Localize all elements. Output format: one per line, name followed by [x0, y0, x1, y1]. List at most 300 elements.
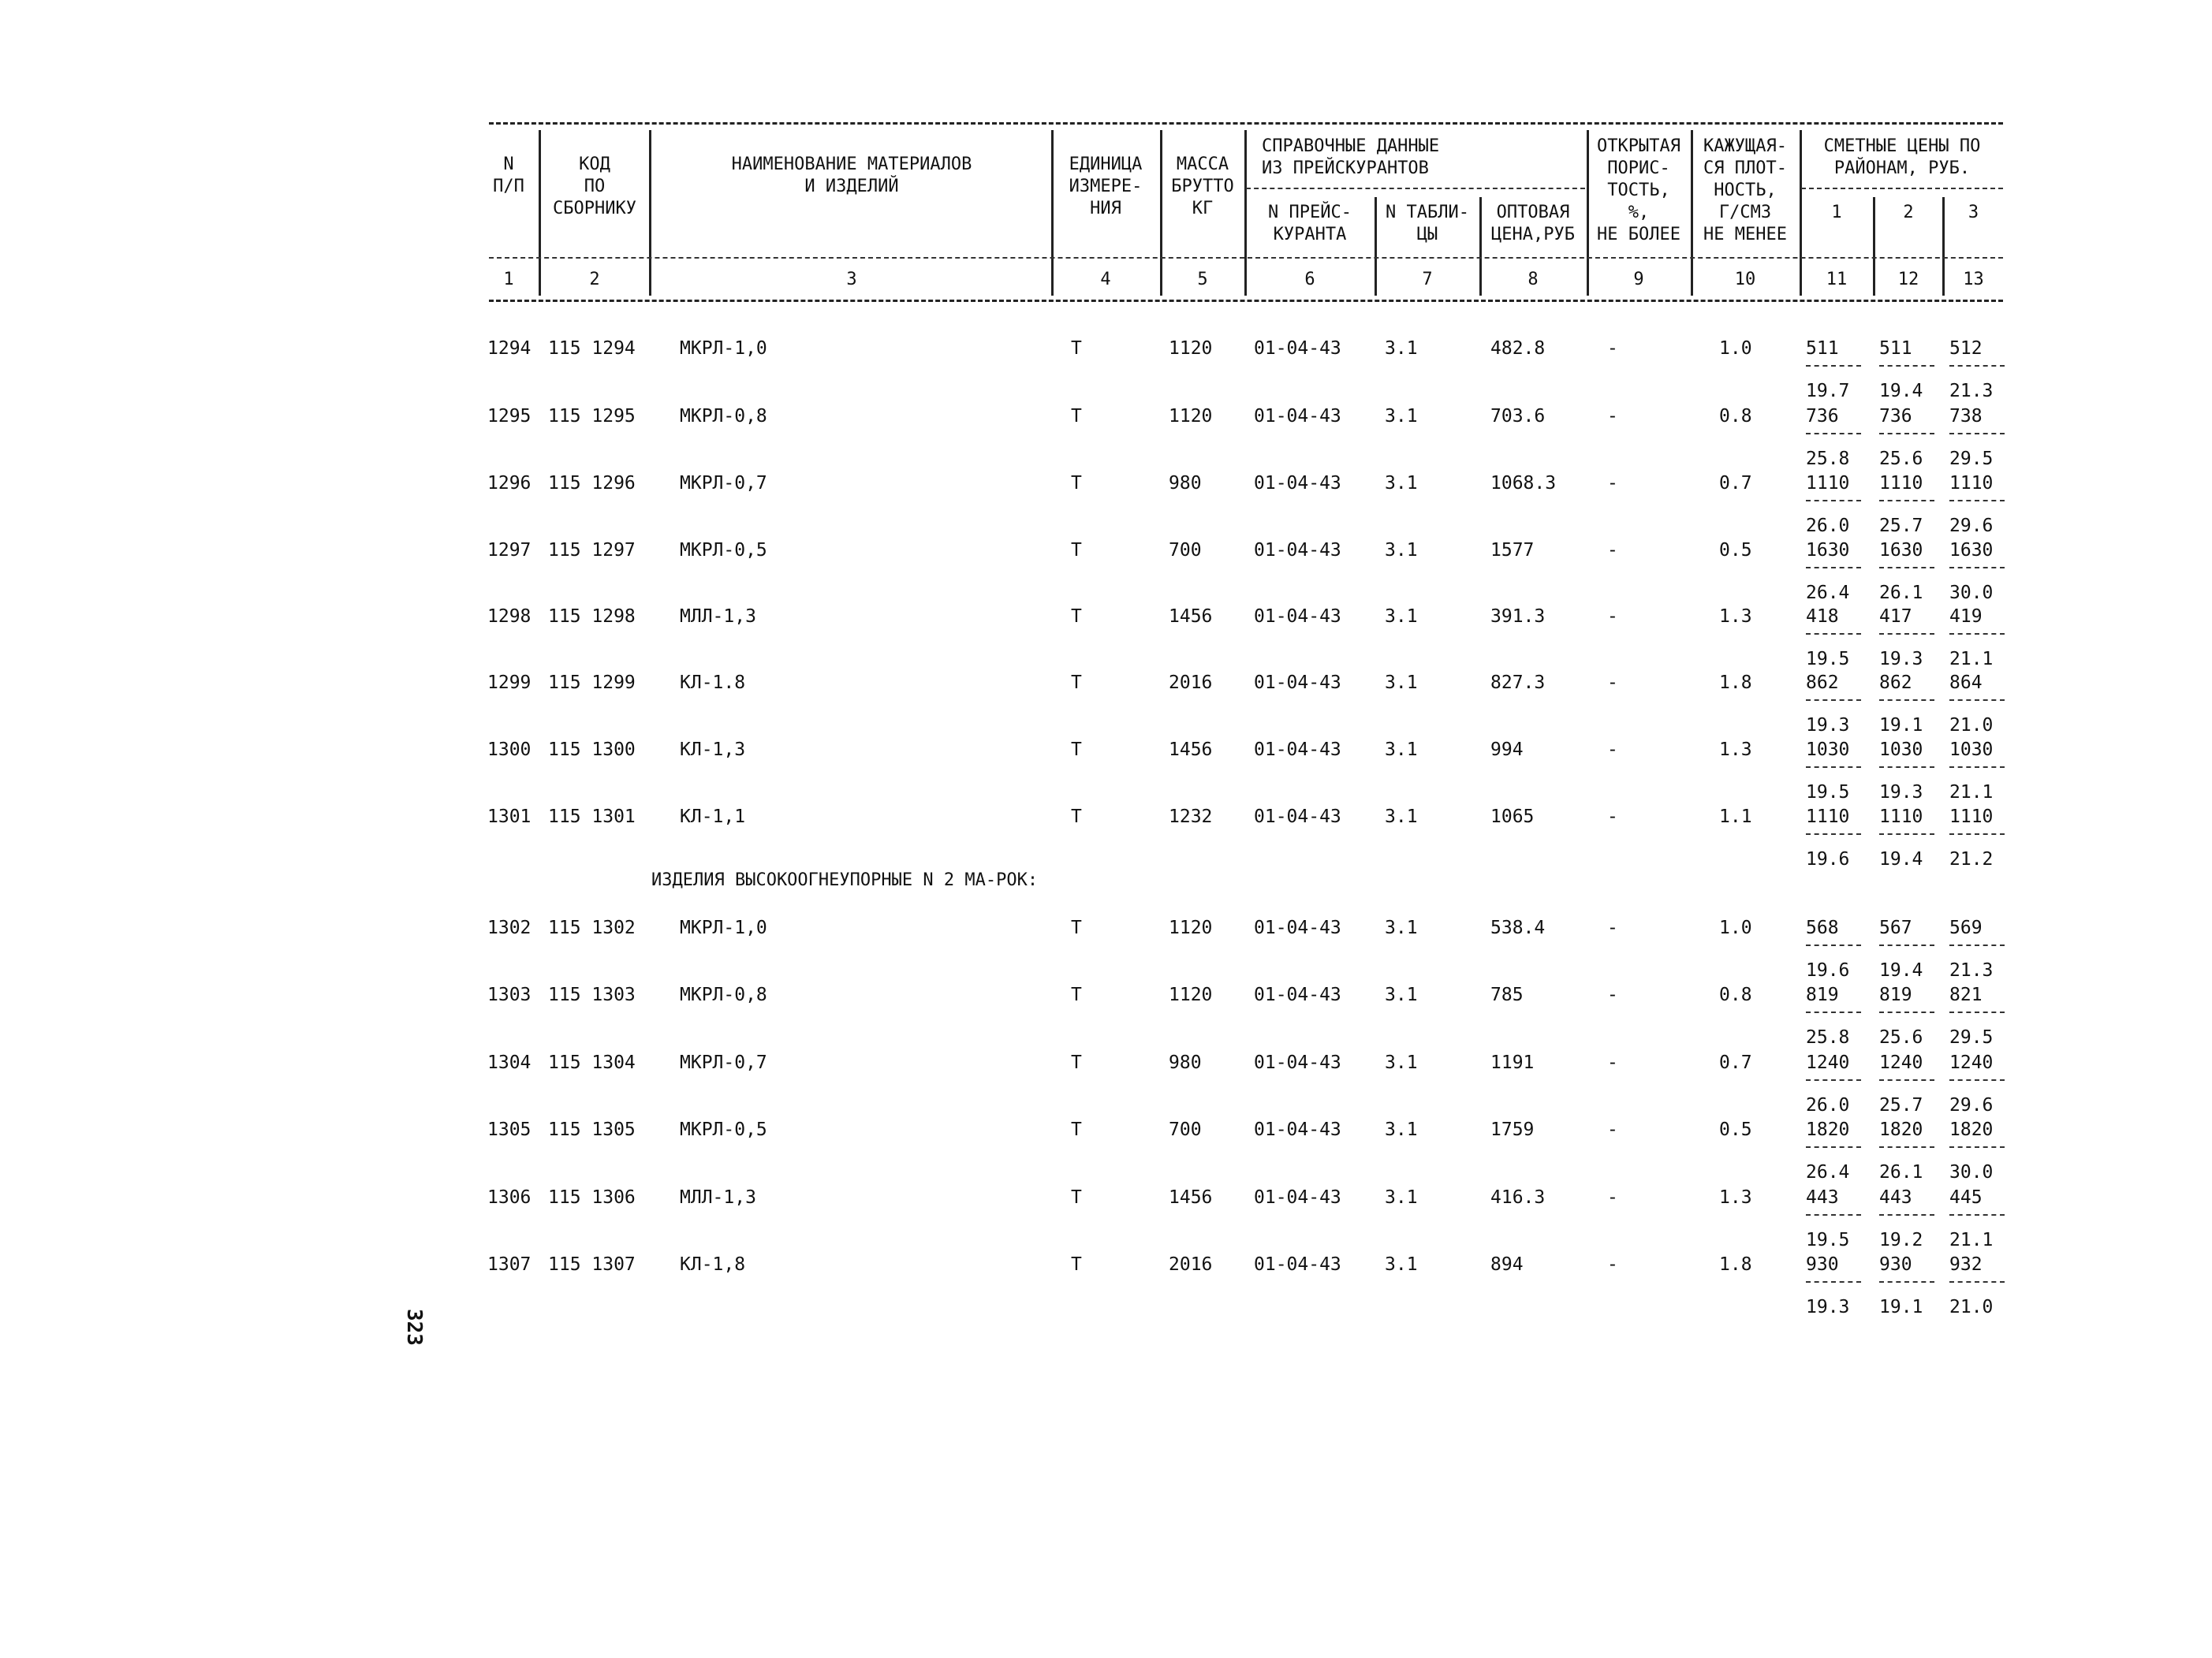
row-region-price-3: 1110	[1949, 473, 1994, 494]
row-region-subvalue-1: 19.5	[1806, 782, 1850, 803]
row-number: 1299	[487, 673, 532, 693]
row-number: 1302	[487, 918, 532, 938]
row-porosity: -	[1607, 1120, 1618, 1140]
fraction-divider	[1879, 1281, 1934, 1283]
row-region-price-2: 1110	[1879, 473, 1923, 494]
table-row	[0, 471, 2212, 536]
row-region-price-1: 1240	[1806, 1053, 1850, 1073]
fraction-divider	[1949, 567, 2005, 568]
row-mass: 700	[1169, 1120, 1202, 1140]
row-region-price-1: 511	[1806, 338, 1839, 359]
header-col4: ЕДИНИЦА ИЗМЕРЕ- НИЯ	[1069, 155, 1143, 218]
row-porosity: -	[1607, 1187, 1618, 1208]
fraction-divider	[1949, 833, 2005, 835]
header-group-prices: СМЕТНЫЕ ЦЕНЫ ПО РАЙОНАМ, РУБ.	[1823, 136, 1981, 178]
column-number: 9	[1633, 270, 1644, 289]
fraction-divider	[1806, 1012, 1861, 1013]
row-region-price-2: 736	[1879, 406, 1912, 427]
row-unit: Т	[1071, 606, 1082, 627]
row-pricelist: 01-04-43	[1254, 807, 1341, 827]
fraction-divider	[1949, 433, 2005, 434]
table-row	[0, 1118, 2212, 1183]
row-name: МКРЛ-0,8	[680, 985, 767, 1005]
row-region-subvalue-2: 26.1	[1879, 583, 1923, 603]
row-name: МЛЛ-1,3	[680, 606, 756, 627]
row-code: 115 1298	[548, 606, 636, 627]
row-table: 3.1	[1385, 740, 1418, 760]
row-table: 3.1	[1385, 1120, 1418, 1140]
row-region-subvalue-3: 29.6	[1949, 1095, 1994, 1116]
row-pricelist: 01-04-43	[1254, 918, 1341, 938]
row-region-subvalue-3: 30.0	[1949, 1162, 1994, 1183]
fraction-divider	[1879, 1146, 1934, 1148]
row-region-price-2: 819	[1879, 985, 1912, 1005]
row-region-price-1: 736	[1806, 406, 1839, 427]
row-porosity: -	[1607, 807, 1618, 827]
row-region-price-3: 1240	[1949, 1053, 1994, 1073]
row-porosity: -	[1607, 406, 1618, 427]
row-region-subvalue-2: 25.6	[1879, 1027, 1923, 1048]
row-region-subvalue-1: 19.5	[1806, 1230, 1850, 1250]
row-wholesale-price: 538.4	[1490, 918, 1546, 938]
row-code: 115 1295	[548, 406, 636, 427]
table-row	[0, 916, 2212, 981]
row-pricelist: 01-04-43	[1254, 740, 1341, 760]
row-region-price-1: 443	[1806, 1187, 1839, 1208]
row-mass: 1456	[1169, 740, 1213, 760]
fraction-divider	[1879, 567, 1934, 568]
row-region-subvalue-1: 26.4	[1806, 583, 1850, 603]
row-name: МКРЛ-0,8	[680, 406, 767, 427]
row-unit: Т	[1071, 1120, 1082, 1140]
header-col1: N П/П	[493, 155, 524, 196]
header-region-3: 3	[1968, 203, 1979, 222]
row-region-price-1: 862	[1806, 673, 1839, 693]
table-row	[0, 738, 2212, 803]
row-region-price-1: 819	[1806, 985, 1839, 1005]
row-region-price-3: 864	[1949, 673, 1983, 693]
row-porosity: -	[1607, 740, 1618, 760]
row-mass: 1456	[1169, 1187, 1213, 1208]
table-row	[0, 983, 2212, 1048]
row-number: 1300	[487, 740, 532, 760]
row-wholesale-price: 1065	[1490, 807, 1535, 827]
row-table: 3.1	[1385, 1254, 1418, 1275]
row-wholesale-price: 827.3	[1490, 673, 1546, 693]
header-col6: N ПРЕЙС- КУРАНТА	[1268, 203, 1352, 244]
row-region-subvalue-3: 21.1	[1949, 649, 1994, 669]
row-pricelist: 01-04-43	[1254, 985, 1341, 1005]
row-region-price-1: 1630	[1806, 540, 1850, 561]
fraction-divider	[1879, 833, 1934, 835]
row-wholesale-price: 1759	[1490, 1120, 1535, 1140]
row-table: 3.1	[1385, 606, 1418, 627]
table-row	[0, 605, 2212, 669]
row-region-subvalue-3: 21.0	[1949, 1297, 1994, 1317]
row-wholesale-price: 894	[1490, 1254, 1524, 1275]
row-region-price-1: 418	[1806, 606, 1839, 627]
row-code: 115 1302	[548, 918, 636, 938]
row-porosity: -	[1607, 540, 1618, 561]
fraction-divider	[1806, 433, 1861, 434]
row-unit: Т	[1071, 338, 1082, 359]
row-mass: 700	[1169, 540, 1202, 561]
row-mass: 2016	[1169, 673, 1213, 693]
header-divider	[649, 130, 651, 296]
row-pricelist: 01-04-43	[1254, 540, 1341, 561]
table-row	[0, 538, 2212, 603]
row-density: 0.7	[1719, 1053, 1752, 1073]
column-number: 11	[1826, 270, 1848, 289]
row-region-subvalue-2: 26.1	[1879, 1162, 1923, 1183]
row-name: МКРЛ-1,0	[680, 918, 767, 938]
row-region-subvalue-3: 21.0	[1949, 715, 1994, 736]
row-region-subvalue-1: 26.4	[1806, 1162, 1850, 1183]
row-mass: 2016	[1169, 1254, 1213, 1275]
row-porosity: -	[1607, 606, 1618, 627]
row-table: 3.1	[1385, 985, 1418, 1005]
row-region-subvalue-3: 29.5	[1949, 1027, 1994, 1048]
row-name: МКРЛ-1,0	[680, 338, 767, 359]
row-region-price-3: 1630	[1949, 540, 1994, 561]
row-region-subvalue-1: 19.3	[1806, 715, 1850, 736]
fraction-divider	[1879, 699, 1934, 701]
row-unit: Т	[1071, 985, 1082, 1005]
fraction-divider	[1879, 1012, 1934, 1013]
row-region-subvalue-2: 19.4	[1879, 960, 1923, 981]
row-pricelist: 01-04-43	[1254, 673, 1341, 693]
fraction-divider	[1879, 365, 1934, 367]
row-table: 3.1	[1385, 918, 1418, 938]
row-region-subvalue-3: 21.3	[1949, 381, 1994, 401]
header-divider	[539, 130, 541, 296]
row-name: МКРЛ-0,7	[680, 1053, 767, 1073]
row-region-price-3: 512	[1949, 338, 1983, 359]
row-mass: 980	[1169, 1053, 1202, 1073]
row-region-subvalue-3: 21.1	[1949, 782, 1994, 803]
row-density: 1.0	[1719, 918, 1752, 938]
row-pricelist: 01-04-43	[1254, 1053, 1341, 1073]
fraction-divider	[1806, 1079, 1861, 1081]
row-mass: 1456	[1169, 606, 1213, 627]
row-unit: Т	[1071, 918, 1082, 938]
row-pricelist: 01-04-43	[1254, 1187, 1341, 1208]
fraction-divider	[1806, 1214, 1861, 1216]
row-region-subvalue-2: 19.2	[1879, 1230, 1923, 1250]
fraction-divider	[1949, 945, 2005, 946]
row-name: КЛ-1,8	[680, 1254, 746, 1275]
row-name: КЛ-1.8	[680, 673, 746, 693]
row-wholesale-price: 1068.3	[1490, 473, 1557, 494]
row-region-price-2: 567	[1879, 918, 1912, 938]
row-code: 115 1307	[548, 1254, 636, 1275]
row-unit: Т	[1071, 1187, 1082, 1208]
row-region-price-2: 1820	[1879, 1120, 1923, 1140]
column-number: 4	[1100, 270, 1111, 289]
row-region-price-1: 930	[1806, 1254, 1839, 1275]
row-region-subvalue-1: 19.7	[1806, 381, 1850, 401]
row-porosity: -	[1607, 338, 1618, 359]
row-region-subvalue-3: 29.6	[1949, 516, 1994, 536]
row-density: 0.8	[1719, 406, 1752, 427]
row-region-subvalue-1: 19.5	[1806, 649, 1850, 669]
row-code: 115 1305	[548, 1120, 636, 1140]
fraction-divider	[1949, 1079, 2005, 1081]
row-name: МЛЛ-1,3	[680, 1187, 756, 1208]
row-region-price-2: 1030	[1879, 740, 1923, 760]
column-number: 5	[1197, 270, 1208, 289]
row-mass: 1120	[1169, 406, 1213, 427]
row-region-subvalue-1: 19.6	[1806, 849, 1850, 870]
row-number: 1298	[487, 606, 532, 627]
row-region-subvalue-3: 29.5	[1949, 449, 1994, 469]
table-row	[0, 1051, 2212, 1116]
row-table: 3.1	[1385, 1187, 1418, 1208]
row-region-subvalue-2: 25.7	[1879, 1095, 1923, 1116]
column-number: 1	[503, 270, 514, 289]
row-region-subvalue-2: 19.4	[1879, 849, 1923, 870]
fraction-divider	[1949, 1281, 2005, 1283]
row-region-price-3: 419	[1949, 606, 1983, 627]
row-pricelist: 01-04-43	[1254, 473, 1341, 494]
fraction-divider	[1879, 633, 1934, 635]
row-region-subvalue-1: 19.6	[1806, 960, 1850, 981]
fraction-divider	[1806, 633, 1861, 635]
row-region-subvalue-1: 25.8	[1806, 1027, 1850, 1048]
row-porosity: -	[1607, 673, 1618, 693]
column-number: 8	[1528, 270, 1539, 289]
row-table: 3.1	[1385, 807, 1418, 827]
row-region-price-3: 932	[1949, 1254, 1983, 1275]
fraction-divider	[1806, 1281, 1861, 1283]
row-pricelist: 01-04-43	[1254, 1120, 1341, 1140]
fraction-divider	[1949, 633, 2005, 635]
header-col2: КОД ПО СБОРНИКУ	[553, 155, 636, 218]
fraction-divider	[1949, 1214, 2005, 1216]
row-name: КЛ-1,1	[680, 807, 746, 827]
fraction-divider	[1806, 766, 1861, 768]
row-mass: 1120	[1169, 338, 1213, 359]
row-region-subvalue-2: 19.4	[1879, 381, 1923, 401]
row-number: 1294	[487, 338, 532, 359]
row-number: 1303	[487, 985, 532, 1005]
row-density: 1.8	[1719, 673, 1752, 693]
row-pricelist: 01-04-43	[1254, 606, 1341, 627]
row-density: 0.7	[1719, 473, 1752, 494]
column-number: 2	[589, 270, 600, 289]
row-density: 0.5	[1719, 540, 1752, 561]
row-region-price-3: 1110	[1949, 807, 1994, 827]
row-region-price-3: 1030	[1949, 740, 1994, 760]
fraction-divider	[1806, 365, 1861, 367]
row-unit: Т	[1071, 473, 1082, 494]
fraction-divider	[1806, 567, 1861, 568]
fraction-divider	[1949, 500, 2005, 501]
row-unit: Т	[1071, 807, 1082, 827]
section-title: ИЗДЕЛИЯ ВЫСОКООГНЕУПОРНЫЕ N 2 МА-РОК:	[651, 870, 1039, 890]
row-table: 3.1	[1385, 673, 1418, 693]
row-code: 115 1301	[548, 807, 636, 827]
row-region-subvalue-2: 19.3	[1879, 649, 1923, 669]
row-wholesale-price: 391.3	[1490, 606, 1546, 627]
fraction-divider	[1879, 433, 1934, 434]
row-region-price-1: 1820	[1806, 1120, 1850, 1140]
row-region-price-2: 417	[1879, 606, 1912, 627]
row-density: 1.3	[1719, 1187, 1752, 1208]
row-unit: Т	[1071, 540, 1082, 561]
header-top-rule	[489, 122, 2003, 125]
fraction-divider	[1879, 500, 1934, 501]
table-row	[0, 805, 2212, 870]
row-region-price-2: 1630	[1879, 540, 1923, 561]
row-number: 1295	[487, 406, 532, 427]
row-porosity: -	[1607, 1053, 1618, 1073]
row-region-price-2: 1240	[1879, 1053, 1923, 1073]
header-col9: ОТКРЫТАЯ ПОРИС- ТОСТЬ, %, НЕ БОЛЕЕ	[1597, 136, 1680, 244]
row-region-price-1: 568	[1806, 918, 1839, 938]
row-table: 3.1	[1385, 473, 1418, 494]
row-code: 115 1294	[548, 338, 636, 359]
row-region-price-3: 738	[1949, 406, 1983, 427]
row-region-price-1: 1030	[1806, 740, 1850, 760]
column-number: 7	[1422, 270, 1433, 289]
fraction-divider	[1806, 500, 1861, 501]
row-mass: 1232	[1169, 807, 1213, 827]
header-col7: N ТАБЛИ- ЦЫ	[1386, 203, 1469, 244]
row-region-price-3: 821	[1949, 985, 1983, 1005]
row-name: КЛ-1,3	[680, 740, 746, 760]
row-porosity: -	[1607, 985, 1618, 1005]
row-porosity: -	[1607, 473, 1618, 494]
row-region-subvalue-2: 19.1	[1879, 715, 1923, 736]
row-table: 3.1	[1385, 406, 1418, 427]
header-col3: НАИМЕНОВАНИЕ МАТЕРИАЛОВ И ИЗДЕЛИЙ	[731, 155, 972, 196]
row-density: 0.5	[1719, 1120, 1752, 1140]
header-col10: КАЖУЩАЯ- СЯ ПЛОТ- НОСТЬ, Г/СМ3 НЕ МЕНЕЕ	[1703, 136, 1787, 244]
row-region-price-3: 445	[1949, 1187, 1983, 1208]
row-mass: 980	[1169, 473, 1202, 494]
row-unit: Т	[1071, 1053, 1082, 1073]
row-code: 115 1303	[548, 985, 636, 1005]
row-wholesale-price: 416.3	[1490, 1187, 1546, 1208]
table-row	[0, 671, 2212, 736]
row-region-price-3: 1820	[1949, 1120, 1994, 1140]
column-number: 12	[1897, 270, 1919, 289]
row-number: 1305	[487, 1120, 532, 1140]
row-region-subvalue-3: 21.3	[1949, 960, 1994, 981]
header-number-rule	[489, 257, 2003, 259]
fraction-divider	[1806, 833, 1861, 835]
row-number: 1304	[487, 1053, 532, 1073]
row-region-subvalue-1: 26.0	[1806, 516, 1850, 536]
header-region-1: 1	[1831, 203, 1842, 222]
fraction-divider	[1806, 945, 1861, 946]
row-table: 3.1	[1385, 338, 1418, 359]
fraction-divider	[1949, 699, 2005, 701]
fraction-divider	[1949, 365, 2005, 367]
row-region-subvalue-2: 19.1	[1879, 1297, 1923, 1317]
fraction-divider	[1949, 1146, 2005, 1148]
column-number: 6	[1304, 270, 1315, 289]
row-density: 0.8	[1719, 985, 1752, 1005]
header-region-2: 2	[1903, 203, 1914, 222]
row-region-subvalue-2: 25.7	[1879, 516, 1923, 536]
row-pricelist: 01-04-43	[1254, 338, 1341, 359]
row-code: 115 1300	[548, 740, 636, 760]
row-region-subvalue-2: 19.3	[1879, 782, 1923, 803]
row-number: 1296	[487, 473, 532, 494]
row-density: 1.3	[1719, 740, 1752, 760]
row-code: 115 1304	[548, 1053, 636, 1073]
header-inner-rule	[1246, 188, 1585, 189]
row-region-price-2: 862	[1879, 673, 1912, 693]
row-number: 1307	[487, 1254, 532, 1275]
row-unit: Т	[1071, 740, 1082, 760]
row-porosity: -	[1607, 918, 1618, 938]
row-unit: Т	[1071, 673, 1082, 693]
row-code: 115 1306	[548, 1187, 636, 1208]
table-row	[0, 337, 2212, 401]
row-name: МКРЛ-0,5	[680, 1120, 767, 1140]
column-number: 10	[1734, 270, 1756, 289]
row-number: 1297	[487, 540, 532, 561]
row-unit: Т	[1071, 1254, 1082, 1275]
row-region-price-1: 1110	[1806, 807, 1850, 827]
table-row	[0, 1253, 2212, 1317]
row-density: 1.8	[1719, 1254, 1752, 1275]
row-region-subvalue-1: 26.0	[1806, 1095, 1850, 1116]
row-code: 115 1296	[548, 473, 636, 494]
row-pricelist: 01-04-43	[1254, 406, 1341, 427]
row-wholesale-price: 482.8	[1490, 338, 1546, 359]
header-group-reference: СПРАВОЧНЫЕ ДАННЫЕ ИЗ ПРЕЙСКУРАНТОВ	[1262, 136, 1440, 178]
row-region-price-2: 511	[1879, 338, 1912, 359]
row-region-subvalue-3: 21.2	[1949, 849, 1994, 870]
row-porosity: -	[1607, 1254, 1618, 1275]
fraction-divider	[1949, 766, 2005, 768]
row-region-subvalue-3: 21.1	[1949, 1230, 1994, 1250]
fraction-divider	[1949, 1012, 2005, 1013]
row-wholesale-price: 1577	[1490, 540, 1535, 561]
row-table: 3.1	[1385, 1053, 1418, 1073]
row-mass: 1120	[1169, 918, 1213, 938]
row-unit: Т	[1071, 406, 1082, 427]
row-number: 1306	[487, 1187, 532, 1208]
header-bottom-rule	[489, 300, 2003, 302]
row-wholesale-price: 994	[1490, 740, 1524, 760]
column-number: 13	[1963, 270, 1984, 289]
fraction-divider	[1879, 766, 1934, 768]
table-row	[0, 404, 2212, 469]
fraction-divider	[1806, 699, 1861, 701]
row-region-subvalue-1: 19.3	[1806, 1297, 1850, 1317]
row-density: 1.1	[1719, 807, 1752, 827]
row-table: 3.1	[1385, 540, 1418, 561]
header-col5: МАССА БРУТТО КГ	[1171, 155, 1234, 218]
row-region-price-2: 1110	[1879, 807, 1923, 827]
row-region-price-3: 569	[1949, 918, 1983, 938]
fraction-divider	[1806, 1146, 1861, 1148]
table-row	[0, 1186, 2212, 1250]
row-wholesale-price: 785	[1490, 985, 1524, 1005]
row-region-price-2: 443	[1879, 1187, 1912, 1208]
fraction-divider	[1879, 945, 1934, 946]
row-number: 1301	[487, 807, 532, 827]
row-mass: 1120	[1169, 985, 1213, 1005]
column-number: 3	[846, 270, 857, 289]
fraction-divider	[1879, 1214, 1934, 1216]
row-region-subvalue-2: 25.6	[1879, 449, 1923, 469]
